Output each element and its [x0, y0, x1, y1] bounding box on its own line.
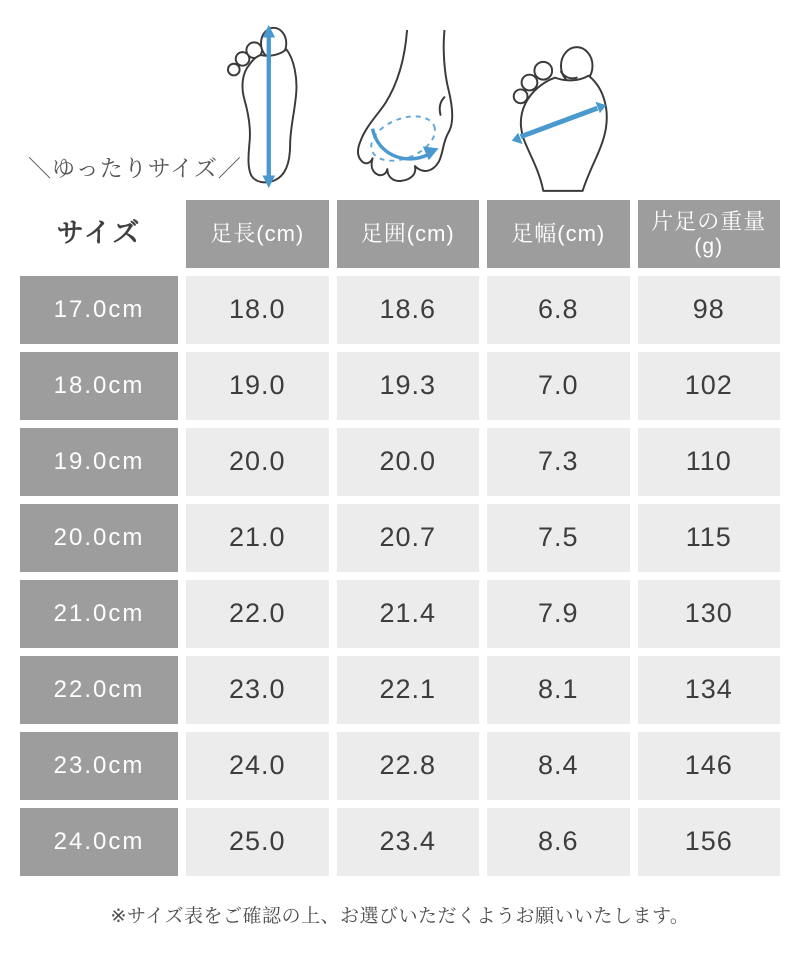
- banner-label: ＼ゆったりサイズ／: [28, 155, 242, 181]
- foot-width-value: 7.9: [487, 580, 630, 648]
- foot-girth-value: 23.4: [337, 808, 480, 876]
- foot-width-value: 6.8: [487, 276, 630, 344]
- size-chart-footnote: ※サイズ表をご確認の上、お選びいただくようお願いいたします。: [110, 906, 690, 927]
- foot-length-value: 25.0: [186, 808, 329, 876]
- foot-length-value: 24.0: [186, 732, 329, 800]
- foot-length-value: 21.0: [186, 504, 329, 572]
- row-size-label: 21.0cm: [20, 580, 178, 648]
- foot-width-value: 7.0: [487, 352, 630, 420]
- foot-girth-value: 19.3: [337, 352, 480, 420]
- foot-width-value: 7.3: [487, 428, 630, 496]
- column-header-foot-length: [186, 200, 329, 268]
- column-header-label: 足長(cm): [210, 221, 305, 247]
- foot-girth-value: 22.1: [337, 656, 480, 724]
- foot-length-value: 19.0: [186, 352, 329, 420]
- row-size-label: 19.0cm: [20, 428, 178, 496]
- column-header-weight: [638, 200, 781, 268]
- row-size-label: 17.0cm: [20, 276, 178, 344]
- foot-girth-icon: [346, 30, 474, 188]
- weight-value: 130: [638, 580, 781, 648]
- size-column-header: サイズ: [20, 200, 178, 268]
- foot-width-icon: [496, 44, 624, 192]
- measurement-illustrations: [0, 0, 800, 200]
- foot-girth-value: 20.0: [337, 428, 480, 496]
- weight-value: 110: [638, 428, 781, 496]
- weight-value: 134: [638, 656, 781, 724]
- weight-value: 115: [638, 504, 781, 572]
- column-header-foot-width: [487, 200, 630, 268]
- column-header-label: 片足の重量: [651, 209, 767, 235]
- row-size-label: 22.0cm: [20, 656, 178, 724]
- column-header-label: 足囲(cm): [360, 221, 455, 247]
- weight-value: 102: [638, 352, 781, 420]
- size-chart-table: [20, 200, 780, 876]
- foot-girth-value: 21.4: [337, 580, 480, 648]
- foot-length-value: 23.0: [186, 656, 329, 724]
- foot-width-value: 8.1: [487, 656, 630, 724]
- column-header-unit: (g): [694, 234, 724, 258]
- row-size-label: 18.0cm: [20, 352, 178, 420]
- column-header-label: 足幅(cm): [511, 221, 606, 247]
- row-size-label: 23.0cm: [20, 732, 178, 800]
- foot-width-value: 8.4: [487, 732, 630, 800]
- foot-width-value: 7.5: [487, 504, 630, 572]
- weight-value: 156: [638, 808, 781, 876]
- foot-girth-value: 20.7: [337, 504, 480, 572]
- weight-value: 98: [638, 276, 781, 344]
- foot-length-value: 22.0: [186, 580, 329, 648]
- foot-length-value: 18.0: [186, 276, 329, 344]
- foot-girth-value: 22.8: [337, 732, 480, 800]
- column-header-foot-girth: [337, 200, 480, 268]
- foot-girth-value: 18.6: [337, 276, 480, 344]
- row-size-label: 24.0cm: [20, 808, 178, 876]
- weight-value: 146: [638, 732, 781, 800]
- foot-width-value: 8.6: [487, 808, 630, 876]
- foot-length-value: 20.0: [186, 428, 329, 496]
- row-size-label: 20.0cm: [20, 504, 178, 572]
